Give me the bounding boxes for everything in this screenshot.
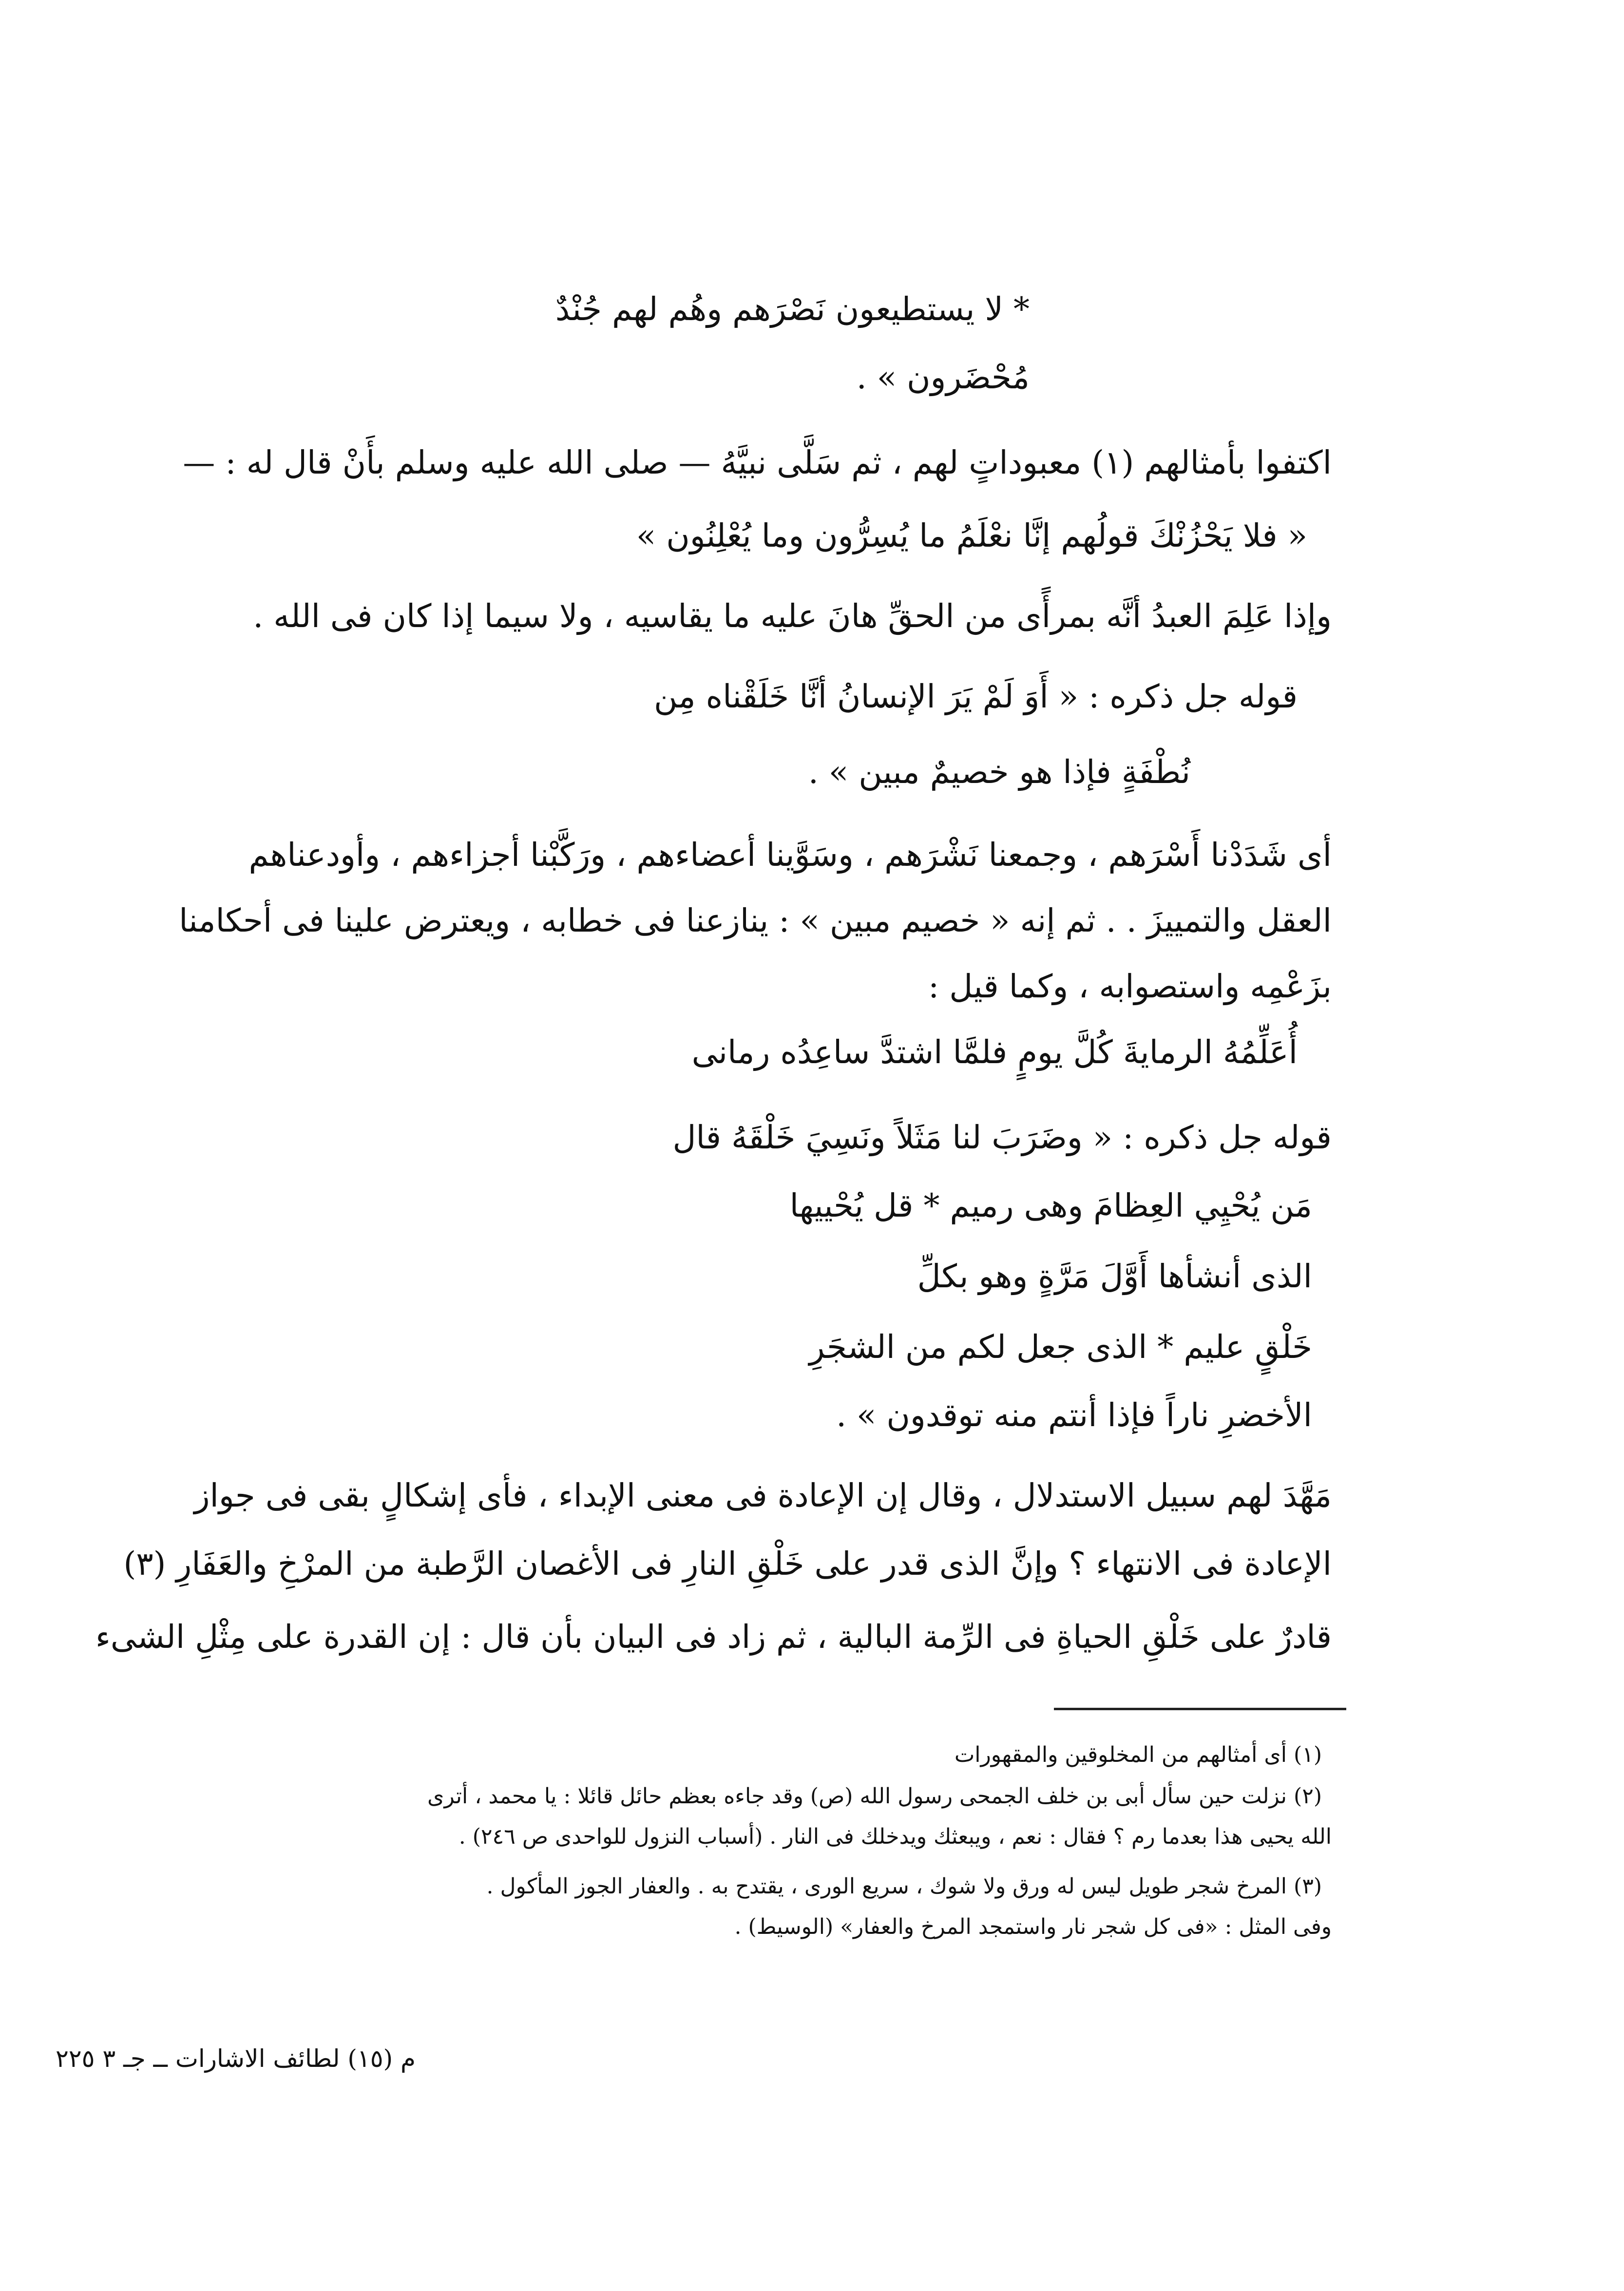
footnote-line: (١) أى أمثالهم من المخلوقين والمقهورات <box>954 1742 1322 1767</box>
text-line: الأخضرِ ناراً فإذا أنتم منه توقدون » . <box>836 1396 1312 1434</box>
text-line: وإذا عَلِمَ العبدُ أنَّه بمرأًى من الحقِّ هانَ عليه ما يقاسيه ، ولا سيما إذا كان فى الله . <box>253 597 1332 635</box>
footnote-line: وفى المثل : «فى كل شجر نار واستمجد المرخ والعفار» (الوسيط) . <box>734 1914 1332 1939</box>
footnote-line: (٣) المرخ شجر طويل ليس له ورق ولا شوك ، سريع الورى ، يقتدح به . والعفار الجوز المأكول . <box>486 1874 1322 1899</box>
text-line: مَن يُحْيِي العِظامَ وهى رميم * قل يُحْييها <box>789 1187 1312 1224</box>
footnote-line: (٢) نزلت حين سأل أبى بن خلف الجمحى رسول الله (ص) وقد جاءه بعظم حائل قائلا : يا محمد ، أترى <box>427 1784 1322 1809</box>
text-line: نُطْفَةٍ فإذا هو خصيمٌ مبين » . <box>808 753 1190 791</box>
text-line: مُحْضَرون » . <box>856 359 1030 396</box>
page-folio: م (١٥) لطائف الاشارات ــ جـ ٣ ٢٢٥ <box>55 2044 416 2073</box>
text-line: قوله جل ذكره : « وضَرَبَ لنا مَثَلاً ونَسِيَ خَلْقَهُ قال <box>672 1119 1332 1156</box>
text-line: قوله جل ذكره : « أَوَ لَمْ يَرَ الإنسانُ أنَّا خَلَقْناه مِن <box>654 678 1298 715</box>
text-line: اكتفوا بأمثالهم (١) معبوداتٍ لهم ، ثم سَلَّى نبيَّهُ — صلى الله عليه وسلم بأَنْ قال له : — <box>183 444 1332 481</box>
text-line: بزَعْمِه واستصوابه ، وكما قيل : <box>928 968 1332 1005</box>
footnote-separator <box>1054 1708 1346 1710</box>
text-line: مَهَّدَ لهم سبيل الاستدلال ، وقال إن الإعادة فى معنى الإبداء ، فأى إشكالٍ بقى فى جواز <box>194 1477 1332 1514</box>
verse-line: أُعَلِّمُهُ الرمايةَ كُلَّ يومٍ فلمَّا اشتدَّ ساعِدُه رمانى <box>691 1033 1298 1071</box>
text-line: الذى أنشأها أَوَّلَ مَرَّةٍ وهو بكلِّ <box>917 1258 1312 1295</box>
text-line: « فلا يَحْزُنْكَ قولُهم إنَّا نعْلَمُ ما يُسِرُّون وما يُعْلِنُون » <box>636 517 1307 554</box>
text-line: أى شَدَدْنا أَسْرَهم ، وجمعنا نَشْرَهم ، وسَوَّينا أعضاءهم ، ورَكَّبْنا أجزاءهم ، وأودعناهم <box>248 836 1332 874</box>
text-line: خَلْقٍ عليم * الذى جعل لكم من الشجَرِ <box>809 1328 1312 1366</box>
text-line: قادرٌ على خَلْقِ الحياةِ فى الرِّمة البالية ، ثم زاد فى البيان بأن قال : إن القدرة على مِثْلِ الشىء <box>95 1618 1332 1656</box>
text-line: العقل والتمييزَ . . ثم إنه « خصيم مبين » : ينازعنا فى خطابه ، ويعترض علينا فى أحكامنا <box>179 902 1332 939</box>
text-line: * لا يستطيعون نَصْرَهم وهُم لهم جُنْدٌ <box>555 290 1030 328</box>
footnote-line: الله يحيى هذا بعدما رم ؟ فقال : نعم ، ويبعثك ويدخلك فى النار . (أسباب النزول للواحدى ص ٢٤٦) . <box>459 1824 1332 1849</box>
text-line: الإعادة فى الانتهاء ؟ وإنَّ الذى قدر على خَلْقِ النارِ فى الأغصان الرَّطبة من المرْخِ والعَفَارِ (٣) <box>123 1545 1332 1583</box>
